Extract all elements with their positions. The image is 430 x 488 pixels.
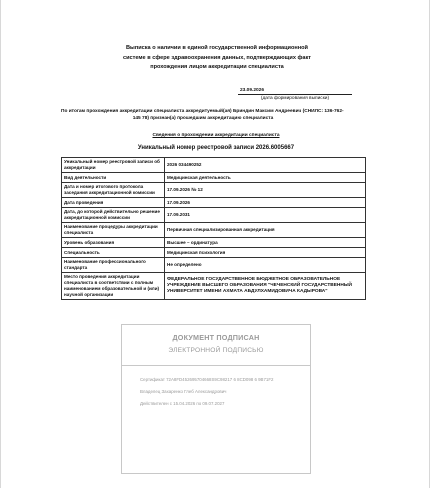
- accreditation-table: [61, 157, 366, 300]
- row-label: Уровень образования: [62, 238, 165, 248]
- document-title: [97, 44, 337, 73]
- title-line-2: системе в сфере здравоохранения данных, подтверждающих факт: [122, 54, 312, 61]
- table-row: [62, 183, 366, 198]
- electronic-signature-stamp: [121, 324, 311, 474]
- row-label: Дата, до которой действительно решение аккредитационной комиссии: [62, 208, 165, 223]
- table-row: [62, 223, 366, 238]
- table-row: [62, 258, 366, 273]
- row-value: Высшее – ординатура: [165, 238, 366, 248]
- title-line-1: Выписка о наличии в единой государственной информационной: [126, 45, 308, 51]
- row-label: Специальность: [62, 248, 165, 258]
- signature-divider: [122, 365, 310, 366]
- formation-date-block: [238, 87, 352, 102]
- table-row: [62, 248, 366, 258]
- row-value: Медицинская психология: [165, 248, 366, 258]
- signature-title-line-2: ЭЛЕКТРОННОЙ ПОДПИСЬЮ: [168, 347, 264, 354]
- title-line-3: прохождения лицом аккредитации специалиста: [150, 64, 284, 70]
- table-row: [62, 198, 366, 208]
- registry-heading: Уникальный номер реестровой записи 2026.6005667: [137, 145, 295, 151]
- formation-date: 23.09.2026: [238, 87, 352, 95]
- table-row: [62, 158, 366, 173]
- row-value: 17.09.2031: [165, 208, 366, 223]
- row-value: 2026 034490252: [165, 158, 366, 173]
- intro-line-2: 145 78) признан(а) прошедшим аккредитацию специалиста: [132, 116, 274, 121]
- row-value: ФЕДЕРАЛЬНОЕ ГОСУДАРСТВЕННОЕ БЮДЖЕТНОЕ ОБРАЗОВАТЕЛЬНОЕ УЧРЕЖДЕНИЕ ВЫСШЕГО ОБРАЗОВАНИЯ "ЧЕЧЕНСКИЙ ГОСУДАРСТВЕННЫЙ УНИВЕРСИТЕТ ИМЕНИ АХМАТА АБДУЛХАМИДОВИЧА КАДЫРОВА": [165, 273, 366, 300]
- table-row: [62, 238, 366, 248]
- signature-title-line-1: ДОКУМЕНТ ПОДПИСАН: [172, 333, 260, 342]
- row-label: Наименование профессионального стандарта: [62, 258, 165, 273]
- intro-line-1: По итогам прохождения аккредитации специалиста аккредитуемый(ая) Бриндин Максим Андреевич (СНИЛС: 136-762-: [61, 109, 344, 114]
- row-label: Вид деятельности: [62, 173, 165, 183]
- signature-validity: Действителен с 15.04.2026 по 09.07.2027: [140, 401, 225, 406]
- row-label: Наименование процедуры аккредитации специалиста: [62, 223, 165, 238]
- signature-owner: Владелец Захаренко Глеб Александрович: [140, 389, 227, 394]
- section-heading: Сведения о прохождении аккредитации специалиста: [152, 133, 280, 138]
- table-row: [62, 208, 366, 223]
- formation-date-caption: (дата формирования выписки): [260, 96, 330, 101]
- table-row: [62, 273, 366, 300]
- signature-certificate: Сертификат 72A8FD452695704668S9C98217 6 8CD098 6 9B71F2: [140, 377, 274, 382]
- row-label: Место проведения аккредитации специалиста в соответствии с полным наименованием образовательной и (или) научной организации: [62, 273, 165, 300]
- table-row: [62, 173, 366, 183]
- row-value: Первичная специализированная аккредитация: [165, 223, 366, 238]
- intro-paragraph: [61, 108, 345, 122]
- row-value: Не определено: [165, 258, 366, 273]
- row-label: Дата и номер итогового протокола заседания аккредитационной комиссии: [62, 183, 165, 198]
- row-value: 17.09.2026 № 12: [165, 183, 366, 198]
- row-label: Дата проведения: [62, 198, 165, 208]
- row-value: 17.09.2026: [165, 198, 366, 208]
- row-value: Медицинская деятельность: [165, 173, 366, 183]
- row-label: Уникальный номер реестровой записи об аккредитации: [62, 158, 165, 173]
